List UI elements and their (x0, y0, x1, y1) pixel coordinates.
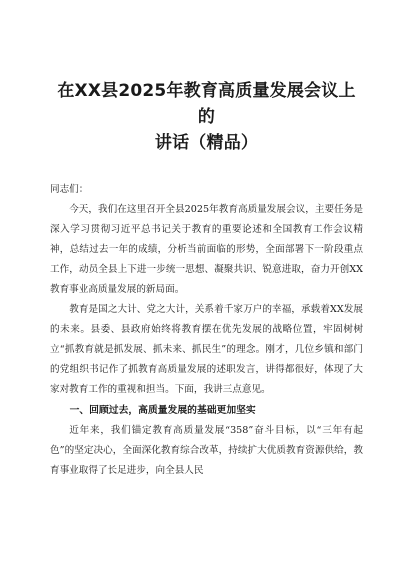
salutation: 同志们： (50, 184, 89, 195)
section-heading: 一、回顾过去，高质量发展的基础更加坚实 (69, 405, 256, 416)
title-line-1: 在XX县2025年教育高质量发展会议上的 (57, 81, 356, 127)
title-line-2: 讲话（精品） (154, 133, 259, 153)
paragraph-intro: 今天，我们在这里召开全县2025年教育高质量发展会议，主要任务是深入学习贯彻习近平总书记关于教育的重要论述和全国教育工作会议精神，总结过去一年的成绩，分析当前面临的形势，全面部署下一阶段重点工作，动员全县上下进一步统一思想、凝聚共识、锐意进取，奋力开创XX教育事业高质量发展的新局面。 (50, 204, 363, 295)
document-title (50, 0, 363, 156)
section-paragraph: 近年来，我们锚定教育高质量发展“358”奋斗目标，以“三年有起色”的坚定决心，全面深化教育综合改革，持续扩大优质教育资源供给，教育事业取得了长足进步，向全县人民 (50, 425, 363, 476)
paragraph-education-importance: 教育是国之大计、党之大计，关系着千家万户的幸福，承载着XX发展的未来。县委、县政府始终将教育摆在优先发展的战略位置，牢固树树立“抓教育就是抓发展、抓未来、抓民生”的理念。刚才，几位乡镇和部门的党组织书记作了抓教育高质量发展的述职发言，讲得都很好，体现了大家对教育工作的重视和担当。下面，我讲三点意见。 (50, 304, 363, 395)
